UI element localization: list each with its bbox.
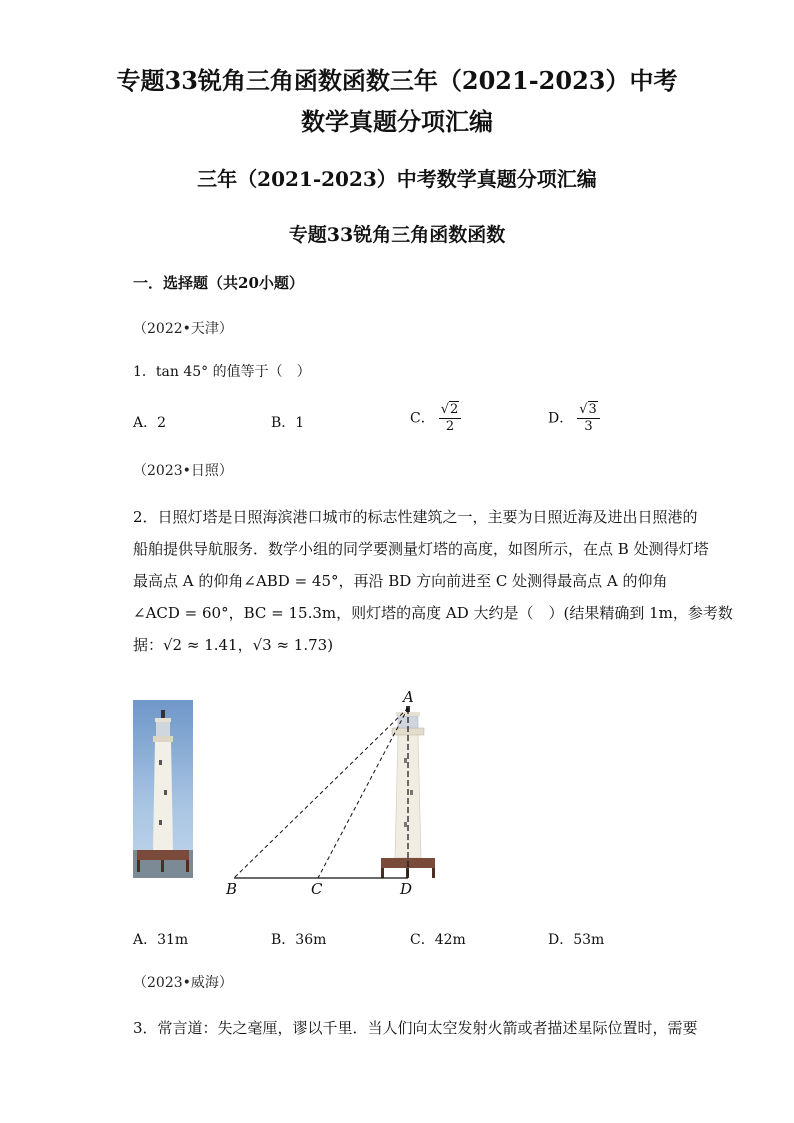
q1-option-a: A．2 <box>133 415 167 431</box>
q1-option-d-label: D． <box>548 410 574 427</box>
q1-option-c-radicand: 2 <box>450 402 459 417</box>
q1-option-c-fraction <box>439 402 462 435</box>
q1-option-d-fraction <box>577 402 600 435</box>
q1-option-d-radicand: 3 <box>588 402 597 417</box>
segment-ac <box>318 708 408 878</box>
q2-text-line4: ∠ACD = 60°，BC = 15.3m，则灯塔的高度 AD 大约是（ ）(结果精确到 1m，参考数 <box>133 604 733 622</box>
q1-option-c <box>410 402 461 435</box>
q2-option-a: A．31m <box>133 932 189 948</box>
q1-option-b: B．1 <box>271 415 305 431</box>
doc-title-line2: 数学真题分项汇编 <box>301 107 493 136</box>
q2-text-line3: 最高点 A 的仰角∠ABD = 45°，再沿 BD 方向前进至 C 处测得最高点 A 的仰角 <box>133 572 668 590</box>
q1-stem: 1．tan 45° 的值等于（ ） <box>133 364 311 380</box>
point-label-c: C <box>311 880 323 898</box>
doc-subtitle: 三年（2021-2023）中考数学真题分项汇编 <box>197 167 597 191</box>
doc-title-line1: 专题33锐角三角函数函数三年（2021-2023）中考 <box>116 66 678 95</box>
sqrt-sign: √ <box>440 402 450 417</box>
q1-option-d <box>548 402 600 435</box>
q2-text-line5: 据：√2 ≈ 1.41，√3 ≈ 1.73) <box>133 636 334 654</box>
q2-source: （2023•日照） <box>133 463 233 479</box>
q1-source: （2022•天津） <box>133 321 233 337</box>
q2-option-c: C．42m <box>410 932 466 948</box>
q2-geometry-diagram <box>220 686 450 900</box>
q2-text-line2: 船舶提供导航服务．数学小组的同学要测量灯塔的高度，如图所示，在点 B 处测得灯塔 <box>133 540 709 558</box>
q1-option-d-denominator: 3 <box>584 419 593 434</box>
doc-topic-title: 专题33锐角三角函数函数 <box>288 224 506 246</box>
lighthouse-photo-drawing <box>133 700 193 878</box>
section-heading: 一．选择题（共20小题） <box>133 274 304 292</box>
point-label-a: A <box>403 688 414 706</box>
segment-ab <box>234 708 408 878</box>
point-label-b: B <box>226 880 238 898</box>
sqrt-sign: √ <box>579 402 588 417</box>
q2-option-d: D．53m <box>548 932 605 948</box>
q1-option-c-denominator: 2 <box>445 419 455 434</box>
q3-source: （2023•威海） <box>133 975 233 991</box>
lighthouse-photo <box>133 700 193 878</box>
q3-text-line1: 3．常言道：失之毫厘，谬以千里．当人们向太空发射火箭或者描述星际位置时，需要 <box>133 1019 698 1037</box>
q2-option-b: B．36m <box>271 932 327 948</box>
point-label-d: D <box>400 880 413 898</box>
q1-option-c-label: C． <box>410 410 435 427</box>
q2-text-line1: 2．日照灯塔是日照海滨港口城市的标志性建筑之一，主要为日照近海及进出日照港的 <box>133 508 698 526</box>
